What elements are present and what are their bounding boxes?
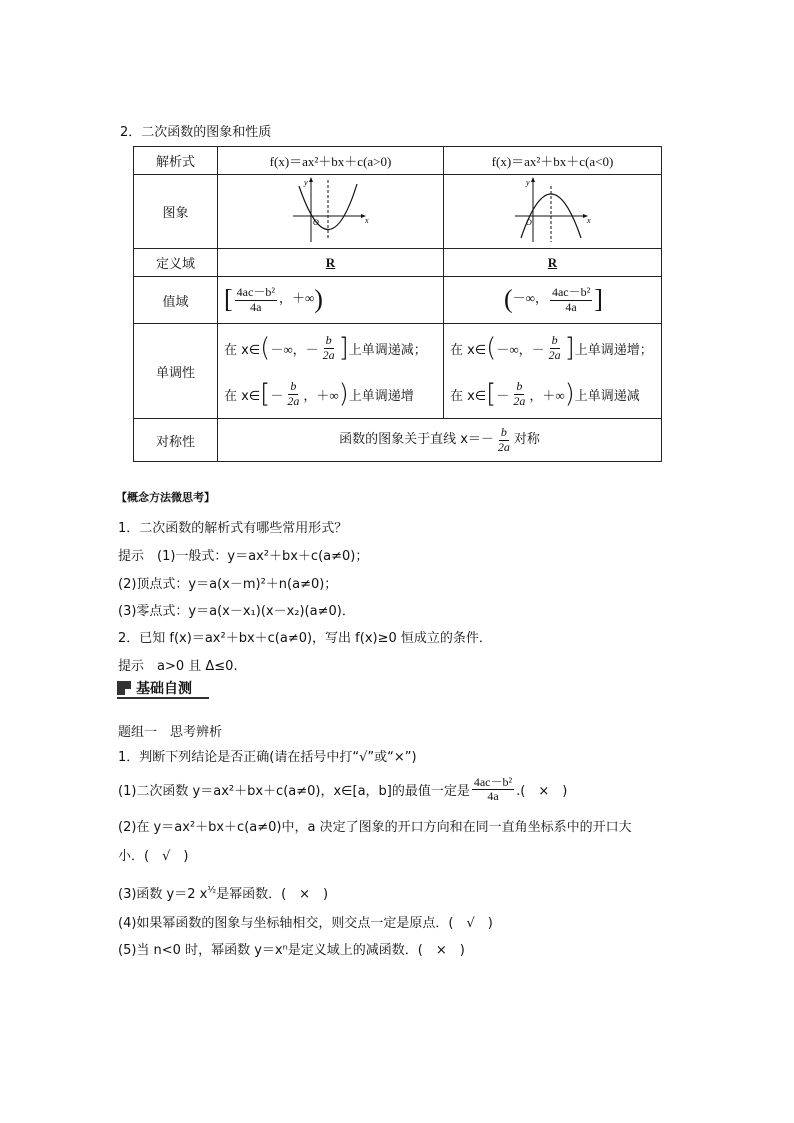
- mono-prefix: 在 x∈: [450, 342, 487, 358]
- formula-a-positive: f(x)＝ax²＋bx＋c(a>0): [218, 147, 444, 175]
- domain-a-positive: R: [218, 249, 444, 277]
- range-head: －∞，: [512, 290, 548, 306]
- mono-line-1: 在 x∈ ( －∞，－ $\frac{b}{2a}$ ] 上单调递减；: [224, 333, 427, 363]
- range-tail: ，＋∞: [278, 290, 315, 306]
- frac-denominator: 4a: [250, 299, 262, 314]
- table-row: [134, 147, 662, 175]
- item-3: [118, 883, 328, 902]
- item-2-line-1: (2)在 y＝ax²＋bx＋c(a≠0)中，a 决定了图象的开口方向和在同一直角坐标系中的开口大: [118, 820, 632, 835]
- monotonicity-a-negative: [444, 324, 662, 419]
- mono-line-2: 在 x∈ [ － $\frac{b}{2a}$ ，＋∞ ) 上单调递增: [224, 379, 414, 409]
- row-label: 图象: [134, 175, 218, 249]
- frac-numerator: b: [325, 333, 332, 348]
- parabola-up-graph: [291, 176, 371, 244]
- item-1: [118, 776, 567, 803]
- mono-suffix: 上单调递减；: [348, 342, 427, 358]
- y-axis-label: y: [303, 177, 308, 187]
- table-row: [134, 277, 662, 324]
- item-5: (5)当 n<0 时，幂函数 y＝xⁿ是定义域上的减函数．( × ): [118, 943, 465, 958]
- row-label: 值域: [134, 277, 218, 324]
- item-3-answer: 是幂函数．( × ): [216, 887, 329, 902]
- table-row: [134, 324, 662, 419]
- banner-rule: [117, 697, 209, 699]
- item-4: (4)如果幂函数的图象与坐标轴相交，则交点一定是原点．( √ ): [118, 916, 493, 931]
- question-1: 1．二次函数的解析式有哪些常用形式？: [118, 521, 348, 536]
- frac-denominator: 2a: [287, 393, 300, 408]
- origin-label: O: [312, 217, 319, 227]
- mono-prefix: 在 x∈: [224, 388, 261, 404]
- frac-numerator: 4ac－b²: [473, 775, 513, 789]
- graph-cell-upward: [218, 175, 444, 249]
- frac-numerator: b: [290, 379, 297, 394]
- judge-intro: 1．判断下列结论是否正确(请在括号中打“√”或“×”): [118, 750, 417, 765]
- range-a-negative: (－∞， $\frac{\text{4ac－b²}}{4a}$ ]: [444, 277, 662, 324]
- mono-interval: －∞，－: [496, 341, 545, 357]
- symmetry-cell: [218, 419, 662, 462]
- mono-suffix: 上单调递增；: [574, 342, 653, 358]
- graph-cell-downward: [444, 175, 662, 249]
- mono-interval: ，＋∞: [529, 387, 565, 403]
- symmetry-prefix: 函数的图象关于直线 x＝－: [339, 432, 494, 448]
- section-banner: [117, 678, 192, 698]
- x-axis-label: x: [586, 215, 591, 225]
- frac-denominator: 2a: [513, 393, 526, 408]
- think-heading: 【概念方法微思考】: [116, 491, 215, 504]
- mono-line-2: 在 x∈ [ － $\frac{b}{2a}$ ，＋∞ ) 上单调递减: [450, 379, 640, 409]
- origin-label: O: [525, 217, 532, 227]
- mono-suffix: 上单调递增: [348, 388, 414, 404]
- mono-neg: －: [496, 387, 510, 403]
- question-2: 2．已知 f(x)＝ax²＋bx＋c(a≠0)，写出 f(x)≥0 恒成立的条件．: [118, 631, 492, 646]
- frac-denominator: 4a: [487, 789, 499, 804]
- group-title: 题组一 思考辨析: [118, 725, 223, 740]
- mono-suffix: 上单调递减: [574, 388, 640, 404]
- frac-numerator: b: [551, 333, 558, 348]
- table-row: [134, 175, 662, 249]
- frac-numerator: 4ac－b²: [236, 285, 275, 300]
- banner-square-icon: [117, 681, 131, 695]
- frac-denominator: 2a: [322, 347, 335, 362]
- answer-1-zero: (3)零点式：y＝a(x－x₁)(x－x₂)(a≠0)．: [118, 604, 355, 619]
- parabola-down-graph: [513, 176, 593, 244]
- item-3-exponent: ½: [207, 885, 217, 896]
- table-row: [134, 419, 662, 462]
- symmetry-suffix: 对称: [513, 432, 540, 448]
- mono-neg: －: [270, 387, 284, 403]
- item-1-answer: .( × ): [516, 784, 568, 800]
- mono-prefix: 在 x∈: [450, 388, 487, 404]
- answer-1-vertex: (2)顶点式：y＝a(x－m)²＋n(a≠0)；: [118, 577, 338, 592]
- mono-interval: －∞，－: [270, 341, 319, 357]
- item-2-line-2: 小．( √ ): [118, 849, 189, 864]
- table-row: [134, 249, 662, 277]
- banner-title: 基础自测: [136, 681, 192, 697]
- row-label: 定义域: [134, 249, 218, 277]
- frac-denominator: 2a: [497, 439, 510, 454]
- mono-interval: ，＋∞: [303, 387, 339, 403]
- y-axis-label: y: [525, 177, 530, 187]
- row-label: 单调性: [134, 324, 218, 419]
- quadratic-properties-table: [133, 146, 662, 462]
- item-3-text: (3)函数 y＝2 x: [118, 887, 208, 902]
- answer-2: 提示 a>0 且 Δ≤0.: [118, 659, 238, 674]
- row-label: 对称性: [134, 419, 218, 462]
- x-axis-label: x: [364, 215, 369, 225]
- answer-1-general: 提示 (1)一般式：y＝ax²＋bx＋c(a≠0)；: [118, 549, 369, 564]
- frac-numerator: b: [516, 379, 523, 394]
- range-a-positive: [ $\frac{\text{4ac－b²}}{4a}$ ，＋∞): [218, 277, 444, 324]
- domain-a-negative: R: [444, 249, 662, 277]
- frac-denominator: 2a: [548, 347, 561, 362]
- section-title: 2．二次函数的图象和性质: [120, 125, 272, 140]
- formula-a-negative: f(x)＝ax²＋bx＋c(a<0): [444, 147, 662, 175]
- monotonicity-a-positive: [218, 324, 444, 419]
- frac-numerator: b: [500, 425, 507, 440]
- row-label: 解析式: [134, 147, 218, 175]
- mono-prefix: 在 x∈: [224, 342, 261, 358]
- frac-denominator: 4a: [565, 299, 577, 314]
- item-1-text: (1)二次函数 y＝ax²＋bx＋c(a≠0)，x∈[a，b]的最值一定是: [118, 784, 470, 800]
- mono-line-1: 在 x∈ ( －∞，－ $\frac{b}{2a}$ ] 上单调递增；: [450, 333, 653, 363]
- frac-numerator: 4ac－b²: [551, 285, 591, 300]
